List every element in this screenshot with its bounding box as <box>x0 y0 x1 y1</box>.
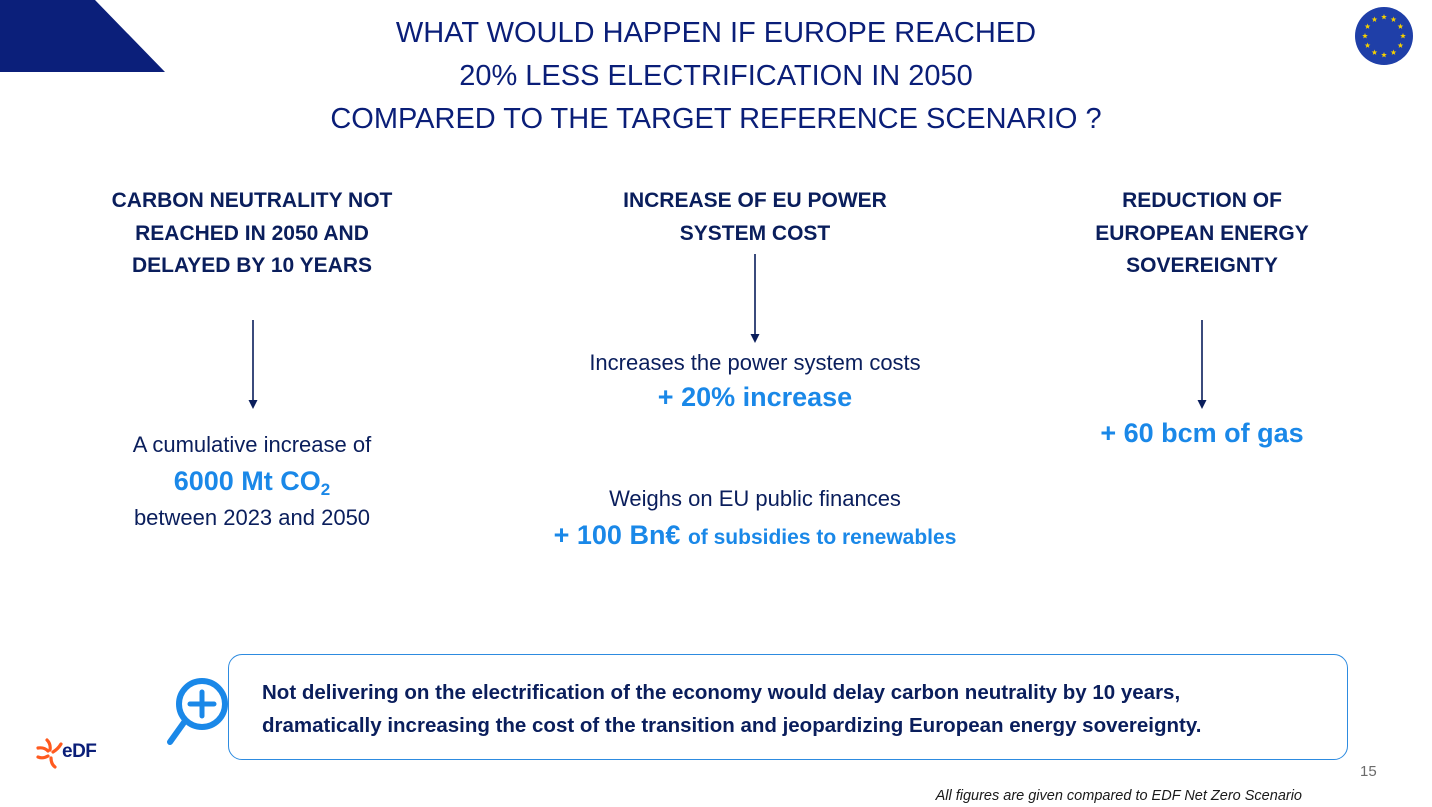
middle-heading-line-2: SYSTEM COST <box>679 221 831 245</box>
middle-item1-highlight: + 20% increase <box>657 382 853 412</box>
page-title <box>240 12 1192 141</box>
left-lead-text: A cumulative increase of <box>132 432 372 457</box>
title-line-1: WHAT WOULD HAPPEN IF EUROPE REACHED <box>395 17 1037 49</box>
middle-heading-line-1: INCREASE OF EU POWER <box>623 189 887 212</box>
page-number: 15 <box>1360 763 1377 780</box>
right-heading-line-2: EUROPEAN ENERGY <box>1095 221 1309 245</box>
title-line-2: 20% LESS ELECTRIFICATION IN 2050 <box>459 60 973 92</box>
middle-column-heading <box>575 185 935 250</box>
co2-subscript: 2 <box>320 480 331 499</box>
edf-logo-text: eDF <box>62 741 97 762</box>
left-down-arrow-icon <box>247 320 259 410</box>
right-heading-line-3: SOVEREIGNTY <box>1126 254 1278 277</box>
right-highlight: + 60 bcm of gas <box>1100 418 1304 448</box>
middle-item2-text: Weighs on EU public finances <box>609 486 901 511</box>
left-heading-line-3: DELAYED BY 10 YEARS <box>131 254 373 277</box>
left-highlight-value <box>92 466 412 500</box>
footnote: All figures are given compared to EDF Net Zero Scenario <box>935 788 1302 804</box>
left-heading-line-1: CARBON NEUTRALITY NOT <box>111 189 393 212</box>
callout-line-2: dramatically increasing the cost of the transition and jeopardizing European energy sovereignty. <box>262 714 1202 737</box>
eu-flag-icon <box>1354 6 1414 66</box>
magnifier-plus-icon <box>160 670 240 750</box>
left-heading-line-2: REACHED IN 2050 AND <box>135 221 369 245</box>
right-heading-line-1: REDUCTION OF <box>1122 189 1282 212</box>
right-column-heading <box>1042 185 1362 283</box>
subsidies-suffix: of subsidies to renewables <box>687 526 957 549</box>
middle-down-arrow-icon <box>749 254 761 344</box>
right-down-arrow-icon <box>1196 320 1208 410</box>
title-line-3: COMPARED TO THE TARGET REFERENCE SCENARIO ? <box>330 103 1102 135</box>
subsidies-value: + 100 Bn€ <box>553 520 681 550</box>
corner-decoration <box>0 0 165 72</box>
middle-item1-text: Increases the power system costs <box>589 350 921 375</box>
callout-line-1: Not delivering on the electrification of the economy would delay carbon neutrality by 10 years, <box>262 681 1181 704</box>
left-column-heading <box>92 185 412 283</box>
left-trail-text: between 2023 and 2050 <box>133 505 371 530</box>
co2-value: 6000 Mt CO <box>173 466 321 496</box>
callout-text <box>262 676 1342 742</box>
middle-item2-highlight <box>505 520 1005 551</box>
